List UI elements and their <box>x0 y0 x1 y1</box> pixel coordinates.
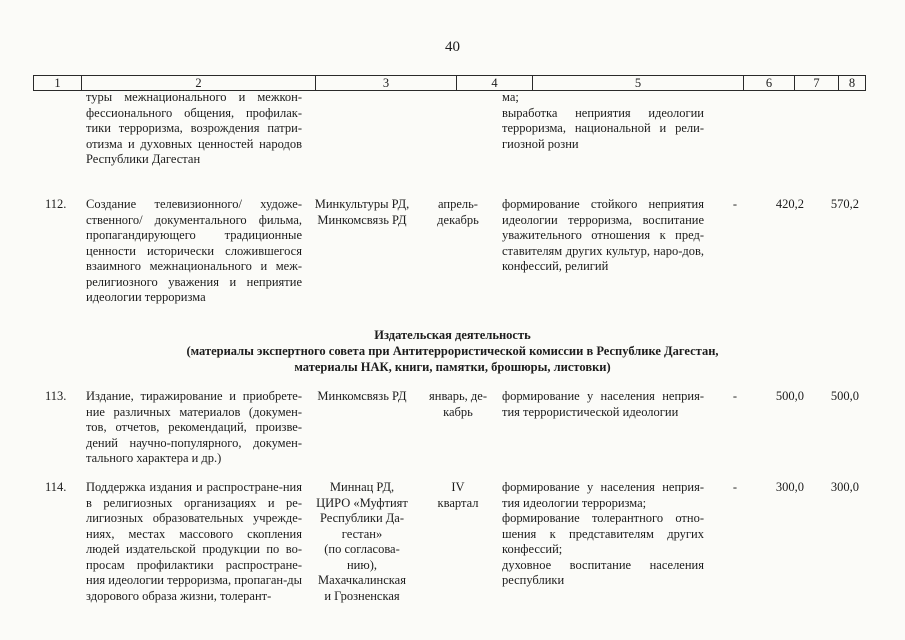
table-header-row <box>33 75 866 91</box>
row-114-number: 114. <box>45 480 67 494</box>
row-113-col7: 500,0 <box>775 389 804 403</box>
row-113-col8: 500,0 <box>830 389 859 403</box>
header-col-7: 7 <box>795 76 839 90</box>
row-112-col6: - <box>732 197 738 211</box>
row-112-col7: 420,2 <box>775 197 804 211</box>
row-112-term: апрель- декабрь <box>437 197 479 227</box>
header-col-6: 6 <box>744 76 795 90</box>
row-114-executor: Миннац РД, ЦИРО «Муфтият Республики Да- гестан» (по согласова- нию), Махачкалинская и Грозненская <box>316 480 408 603</box>
header-col-3: 3 <box>316 76 457 90</box>
row-112-description: Создание телевизионного/ художе-ственного/ документального фильма, пропагандирующего традиционные ценности исторически сложившегося взаимного межнационального и меж-религиозного уважения и неприятие идеологии терроризма <box>86 197 302 304</box>
section-subtitle: (материалы экспертного совета при Антитеррористической комиссии в Республике Дагестан, <box>186 344 719 358</box>
section-subtitle-2: материалы НАК, книги, памятки, брошюры, листовки) <box>294 360 611 374</box>
row-114-col7: 300,0 <box>775 480 804 494</box>
header-col-5: 5 <box>533 76 744 90</box>
row-114-term: IV квартал <box>437 480 479 510</box>
continued-description: туры межнационального и межкон-фессионального общения, профилак-тики терроризма, возрождения патри-отизма и духовных ценностей народов Республики Дагестан <box>86 90 302 166</box>
header-col-4: 4 <box>457 76 533 90</box>
row-113-executor: Минкомсвязь РД <box>317 389 407 403</box>
row-114-result: формирование у населения неприя-тия идеологии терроризма; формирование толерантного отно-шения к представителям других конфессий; духовное воспитание населения республики <box>502 480 704 587</box>
row-112-number: 112. <box>45 197 67 211</box>
section-title: Издательская деятельность <box>374 328 531 342</box>
row-114-col8: 300,0 <box>830 480 859 494</box>
page-number: 40 <box>445 39 460 55</box>
row-114-description: Поддержка издания и распростране-ния в религиозных организациях и ре-лигиозных образовательных учрежде-ниях, местах массового скопления людей издательской продукции по во-просам профилактики распростране-ния идеологии терроризма, пропаган-ды здорового образа жизни, толерант- <box>86 480 302 603</box>
row-113-col6: - <box>732 389 738 403</box>
row-114-col6: - <box>732 480 738 494</box>
row-112-executor: Минкультуры РД, Минкомсвязь РД <box>314 197 410 227</box>
row-113-description: Издание, тиражирование и приобрете-ние различных материалов (докумен-тов, отчетов, рекомендаций, произве-дений научно-популярного, докумен-тального характера и др.) <box>86 389 302 465</box>
row-112-col8: 570,2 <box>830 197 859 211</box>
continued-result: ма; выработка неприятия идеологии терроризма, национальной и рели-гиозной розни <box>502 90 704 151</box>
row-112-result: формирование стойкого неприятия идеологии терроризма, воспитание уважительного отношения к пред-ставителям других культур, наро-дов, конфессий, религий <box>502 197 704 273</box>
header-col-2: 2 <box>82 76 316 90</box>
row-113-term: январь, де- кабрь <box>429 389 487 419</box>
row-113-result: формирование у населения неприя-тия террористической идеологии <box>502 389 704 419</box>
row-113-number: 113. <box>45 389 67 403</box>
header-col-8: 8 <box>848 76 856 90</box>
header-col-1: 1 <box>34 76 82 90</box>
